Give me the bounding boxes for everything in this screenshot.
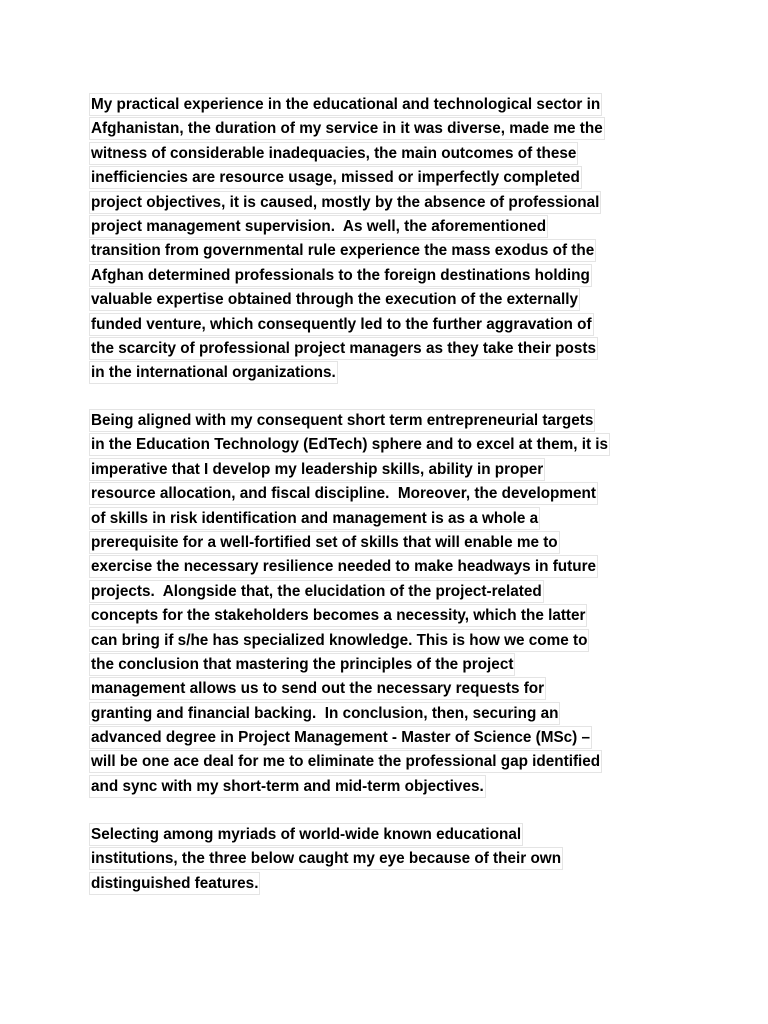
text-line: witness of considerable inadequacies, the main outcomes of these <box>91 144 577 162</box>
text-line: project management supervision. As well, the aforementioned <box>91 217 547 235</box>
text-line: imperative that I develop my leadership skills, ability in proper <box>91 460 544 478</box>
text-line: the conclusion that mastering the principles of the project <box>91 655 514 673</box>
text-line: exercise the necessary resilience needed to make headways in future <box>91 558 597 576</box>
text-line: prerequisite for a well-fortified set of skills that will enable me to <box>91 533 558 551</box>
text-line: inefficiencies are resource usage, missed or imperfectly completed <box>91 169 580 187</box>
text-line: Being aligned with my consequent short term entrepreneurial targets <box>91 412 594 429</box>
paragraph-institutions <box>90 823 690 896</box>
text-line: Afghan determined professionals to the foreign destinations holding <box>91 266 590 284</box>
paragraph-objectives <box>90 409 690 799</box>
text-line: in the Education Technology (EdTech) sphere and to excel at them, it is <box>91 436 609 454</box>
text-line: management allows us to send out the necessary requests for <box>91 680 545 698</box>
text-line: in the international organizations. <box>91 364 336 382</box>
text-line: concepts for the stakeholders becomes a necessity, which the latter <box>91 607 586 625</box>
text-line: distinguished features. <box>91 874 259 892</box>
paragraph-experience <box>90 93 690 386</box>
text-line: institutions, the three below caught my eye because of their own <box>91 850 562 868</box>
text-line: Selecting among myriads of world-wide known educational <box>91 826 522 843</box>
text-line: funded venture, which consequently led to the further aggravation of <box>91 315 592 333</box>
text-line: advanced degree in Project Management - Master of Science (MSc) – <box>91 729 591 747</box>
text-line: and sync with my short-term and mid-term objectives. <box>91 777 484 795</box>
text-line: can bring if s/he has specialized knowledge. This is how we come to <box>91 631 588 649</box>
text-line: resource allocation, and fiscal discipline. Moreover, the development <box>91 485 596 503</box>
text-line: granting and financial backing. In conclusion, then, securing an <box>91 704 559 722</box>
text-line: of skills in risk identification and management is as a whole a <box>91 509 539 527</box>
text-line: Afghanistan, the duration of my service in it was diverse, made me the <box>91 120 603 138</box>
text-line: valuable expertise obtained through the execution of the externally <box>91 291 579 309</box>
text-line: will be one ace deal for me to eliminate the professional gap identified <box>91 753 601 771</box>
text-line: projects. Alongside that, the elucidation of the project-related <box>91 582 542 600</box>
text-line: project objectives, it is caused, mostly by the absence of professional <box>91 193 600 211</box>
text-line: My practical experience in the educational and technological sector in <box>91 96 601 113</box>
text-line: the scarcity of professional project managers as they take their posts <box>91 339 596 357</box>
text-line: transition from governmental rule experience the mass exodus of the <box>91 242 595 260</box>
